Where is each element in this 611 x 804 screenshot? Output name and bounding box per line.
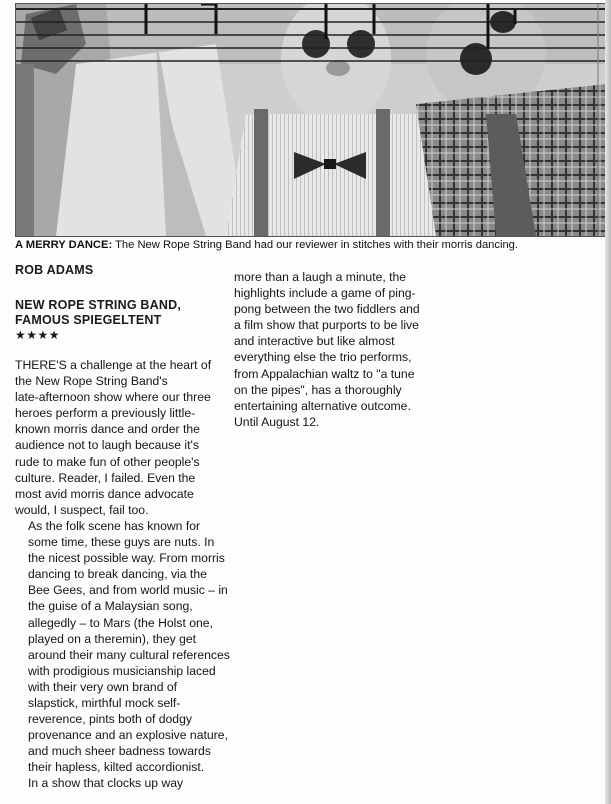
text-line: would, I suspect, fail too. bbox=[15, 502, 149, 517]
text-line: rude to make fun of other people's bbox=[15, 454, 200, 469]
text-line: slapstick, mirthful mock self- bbox=[28, 695, 181, 710]
text-line: heroes perform a previously little- bbox=[15, 406, 196, 421]
paragraph bbox=[15, 518, 230, 776]
paragraph bbox=[15, 357, 227, 518]
text-line: audience not to laugh because it's bbox=[15, 438, 199, 453]
text-line: provenance and an explosive nature, bbox=[28, 728, 228, 743]
text-line: from Appalachian waltz to "a tune bbox=[234, 366, 415, 381]
text-line: a film show that purports to be live bbox=[234, 318, 419, 333]
text-line: As the folk scene has known for bbox=[28, 518, 201, 533]
paragraph bbox=[234, 269, 444, 430]
byline: ROB ADAMS bbox=[15, 263, 94, 277]
text-line: around their many cultural references bbox=[28, 647, 230, 662]
text-line: culture. Reader, I failed. Even the bbox=[15, 470, 196, 485]
text-line: Bee Gees, and from world music – in bbox=[28, 583, 228, 598]
page-edge-shadow bbox=[605, 0, 611, 804]
text-line: allegedly – to Mars (the Holst one, bbox=[28, 615, 213, 630]
paragraph bbox=[15, 775, 227, 791]
caption-text: The New Rope String Band had our reviewer in stitches with their morris dancing. bbox=[112, 239, 519, 251]
text-line: played on a theremin), they get bbox=[28, 631, 197, 646]
text-line: the nicest possible way. From morris bbox=[28, 551, 225, 566]
text-line: Until August 12. bbox=[234, 414, 320, 429]
body-column-left bbox=[15, 357, 230, 792]
text-line: pong between the two fiddlers and bbox=[234, 302, 420, 317]
text-line: and interactive but like almost bbox=[234, 334, 395, 349]
text-line: the New Rope String Band's bbox=[15, 374, 168, 389]
headline-line-1: NEW ROPE STRING BAND, bbox=[15, 298, 182, 312]
star-rating: ★★★★ bbox=[15, 328, 61, 342]
text-line: reverence, pints both of dodgy bbox=[28, 712, 192, 727]
text-line: the guise of a Malaysian song, bbox=[28, 599, 193, 614]
text-line: In a show that clocks up way bbox=[28, 776, 184, 791]
text-line: known morris dance and order the bbox=[15, 422, 200, 437]
text-line: with prodigious musicianship laced bbox=[28, 663, 216, 678]
text-line: dancing to break dancing, via the bbox=[28, 567, 207, 582]
text-line: with their very own brand of bbox=[28, 679, 178, 694]
text-line: some time, these guys are nuts. In bbox=[28, 535, 215, 550]
body-column-right bbox=[234, 269, 444, 430]
band-photo-illustration bbox=[16, 4, 607, 236]
text-line: their hapless, kilted accordionist. bbox=[28, 760, 205, 775]
text-line: everything else the trio performs, bbox=[234, 350, 412, 365]
text-line: entertaining alternative outcome. bbox=[234, 398, 411, 413]
band-photo bbox=[15, 3, 608, 237]
text-line: THERE'S a challenge at the heart of bbox=[15, 358, 212, 372]
text-line: late-afternoon show where our three bbox=[15, 390, 211, 405]
headline-line-2: FAMOUS SPIEGELTENT bbox=[15, 313, 162, 327]
caption-lead: A MERRY DANCE: bbox=[15, 239, 113, 251]
photo-caption bbox=[15, 238, 606, 252]
text-line: highlights include a game of ping- bbox=[234, 286, 416, 301]
text-line: more than a laugh a minute, the bbox=[234, 270, 407, 284]
text-line: on the pipes", has a thoroughly bbox=[234, 382, 402, 397]
text-line: most avid morris dance advocate bbox=[15, 486, 194, 501]
article-headline bbox=[15, 298, 181, 328]
text-line: and much sheer badness towards bbox=[28, 744, 211, 759]
